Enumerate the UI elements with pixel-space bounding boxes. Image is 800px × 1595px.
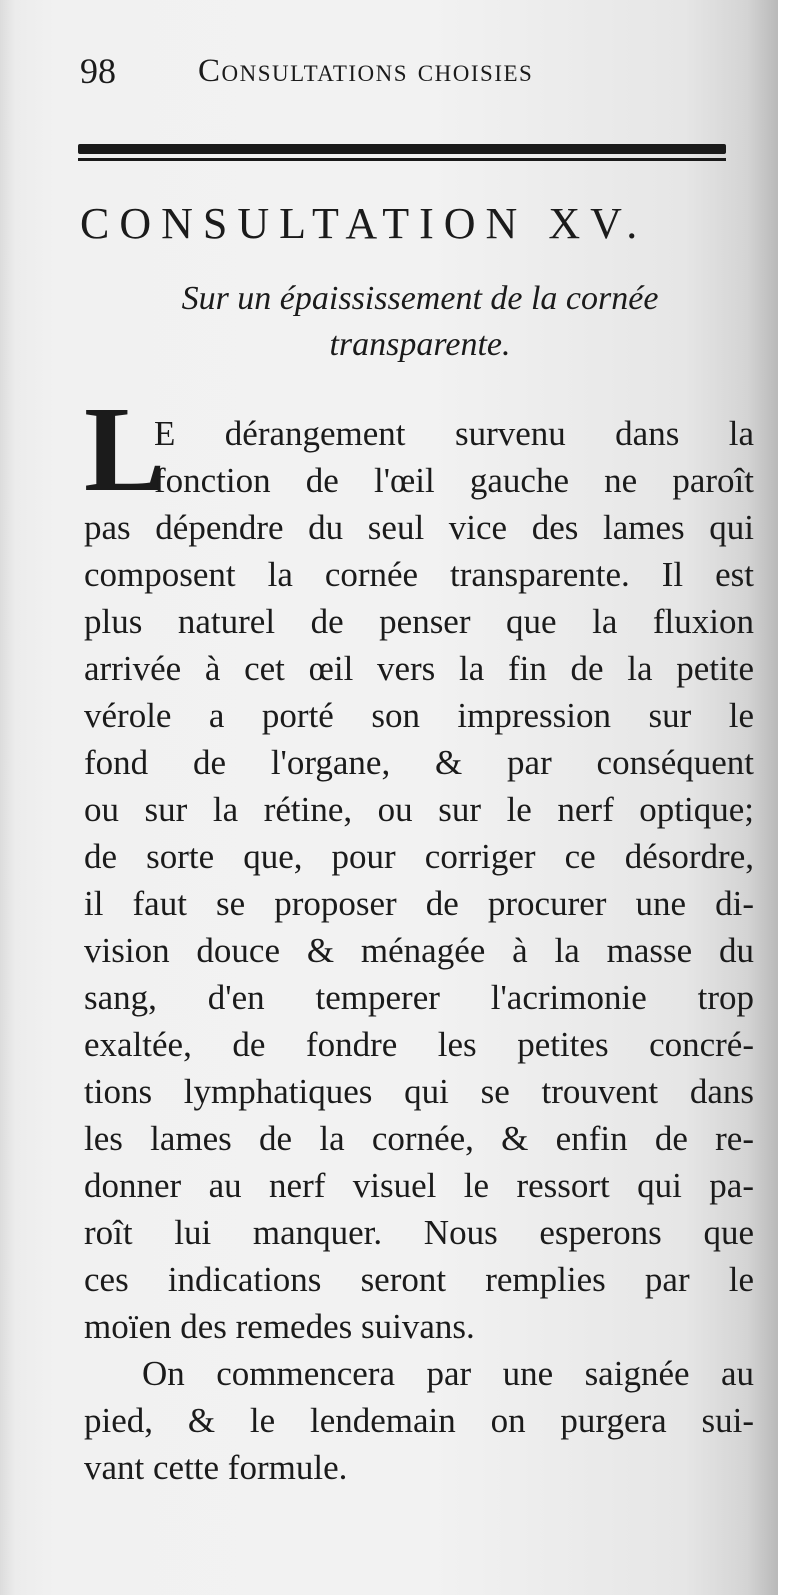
text-line: tions lymphatiques qui se trouvent dans [84,1072,754,1111]
header-rule [78,138,726,166]
text-line: On commencera par une saignée au [142,1354,754,1393]
text-line: exaltée, de fondre les petites concré- [84,1025,754,1064]
text-line: vant cette formule. [84,1448,348,1487]
text-line: arrivée à cet œil vers la fin de la petite [84,649,754,688]
text-line: ou sur la rétine, ou sur le nerf optique; [84,790,754,829]
text-line: E dérangement survenu dans la [154,414,754,453]
text-line: ces indications seront remplies par le [84,1260,754,1299]
running-title: Consultations choisies [198,53,534,89]
text-line: de sorte que, pour corriger ce désordre, [84,837,754,876]
page-edge-background [778,0,800,1595]
text-line: fond de l'organe, & par conséquent [84,743,754,782]
consultation-title: CONSULTATION XV. [80,199,648,248]
page-header [80,46,660,96]
text-line: vision douce & ménagée à la masse du [84,931,754,970]
text-line: roît lui manquer. Nous esperons que [84,1213,754,1252]
consultation-subtitle [100,276,740,368]
text-line: donner au nerf visuel le ressort qui pa- [84,1166,754,1205]
text-line: moïen des remedes suivans. [84,1307,475,1346]
text-line: sang, d'en temperer l'acrimonie trop [84,978,754,1017]
text-line: pied, & le lendemain on purgera sui- [84,1401,754,1440]
page-number: 98 [80,51,116,91]
text-line: composent la cornée transparente. Il est [84,555,754,594]
header-rule-thin [78,158,726,161]
text-line: il faut se proposer de procurer une di- [84,884,754,923]
subtitle-line-2: transparente. [329,326,511,363]
drop-cap: L [84,382,166,517]
text-line: plus naturel de penser que la fluxion [84,602,754,641]
text-line: vérole a porté son impression sur le [84,696,754,735]
text-line: pas dépendre du seul vice des lames qui [84,508,754,547]
header-rule-thick [78,144,726,154]
text-line: fonction de l'œil gauche ne paroît [154,461,754,500]
subtitle-line-1: Sur un épaississement de la cornée [181,280,659,317]
body-text [84,410,754,1491]
text-line: les lames de la cornée, & enfin de re- [84,1119,754,1158]
